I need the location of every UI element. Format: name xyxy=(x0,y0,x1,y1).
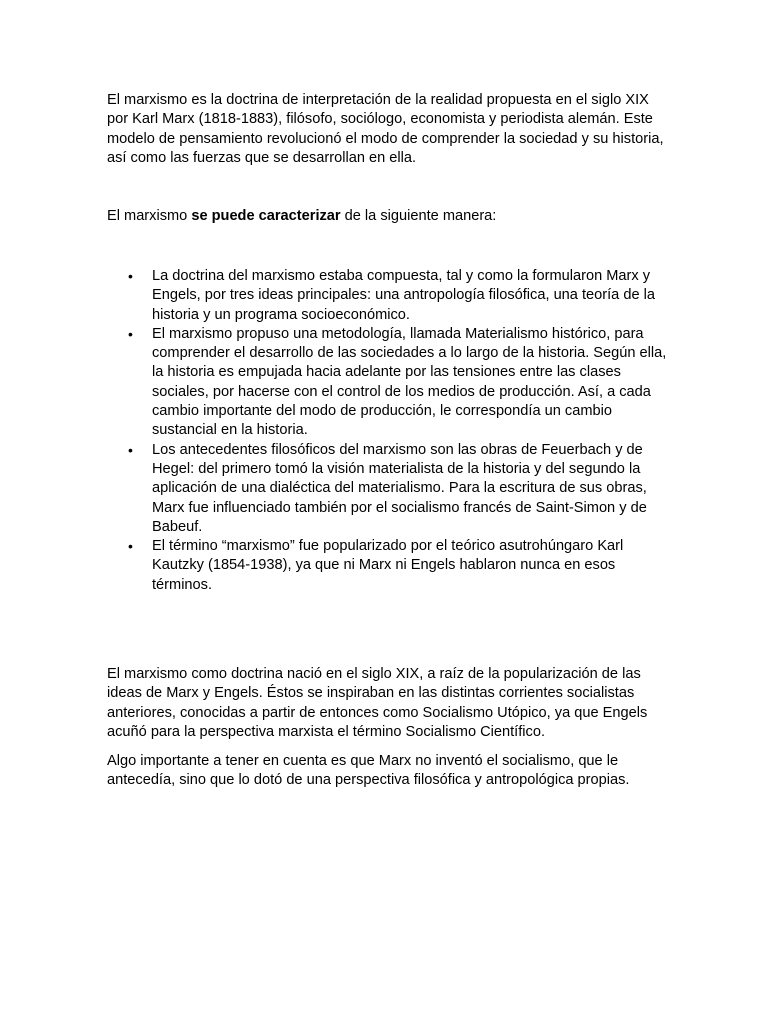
caracterizar-text-after: de la siguiente manera: xyxy=(340,208,497,224)
list-item xyxy=(107,267,667,325)
caracterizar-paragraph xyxy=(107,207,667,226)
bullet-icon: • xyxy=(128,325,133,342)
list-item-text: La doctrina del marxismo estaba compuesta, tal y como la formularon Marx y Engels, por tres ideas principales: una antropología filosófica, una teoría de la historia y un programa socioeconómico. xyxy=(152,268,655,323)
bullet-list xyxy=(107,267,667,595)
importante-paragraph: Algo importante a tener en cuenta es que Marx no inventó el socialismo, que le antecedía, sino que lo dotó de una perspectiva filosófica y antropológica propias. xyxy=(107,753,630,789)
bullet-icon: • xyxy=(128,441,133,458)
caracterizar-bold-text: se puede caracterizar xyxy=(191,208,341,224)
list-item xyxy=(107,537,667,595)
list-item xyxy=(107,441,667,537)
caracterizar-text-before: El marxismo xyxy=(107,208,192,224)
bullet-icon: • xyxy=(128,268,133,284)
intro-paragraph: El marxismo es la doctrina de interpretación de la realidad propuesta en el siglo XIX por Karl Marx (1818-1883), filósofo, sociólogo, economista y periodista alemán. Este modelo de pensamiento revolucionó el modo de comprender la sociedad y su historia, así como las fuerzas que se desarrollan en ella. xyxy=(107,92,664,166)
list-item xyxy=(107,325,667,441)
list-item-text: El marxismo propuso una metodología, llamada Materialismo histórico, para comprender el desarrollo de las sociedades a lo largo de la historia. Según ella, la historia es empujada hacia adelante por las tensiones entre las clases sociales, por hacerse con el control de los medios de producción. Así, a cada cambio importante del modo de producción, le correspondía un cambio sustancial en la historia. xyxy=(152,325,667,439)
siglo-xix-paragraph: El marxismo como doctrina nació en el siglo XIX, a raíz de la popularización de las ideas de Marx y Engels. Éstos se inspiraban en las distintas corrientes socialistas anteriores, conocidas a partir de entonces como Socialismo Utópico, ya que Engels acuñó para la perspectiva marxista el término Socialismo Científico. xyxy=(107,666,648,740)
bullet-icon: • xyxy=(128,538,133,555)
list-item-text: El término “marxismo” fue popularizado por el teórico asutrohúngaro Karl Kautzky (1854-1938), ya que ni Marx ni Engels hablaron nunca en esos términos. xyxy=(152,538,624,593)
list-item-text: Los antecedentes filosóficos del marxismo son las obras de Feuerbach y de Hegel: del primero tomó la visión materialista de la historia y del segundo la aplicación de una dialéctica del materialismo. Para la escritura de sus obras, Marx fue influenciado también por el socialismo francés de Saint-Simon y de Babeuf. xyxy=(152,441,647,535)
